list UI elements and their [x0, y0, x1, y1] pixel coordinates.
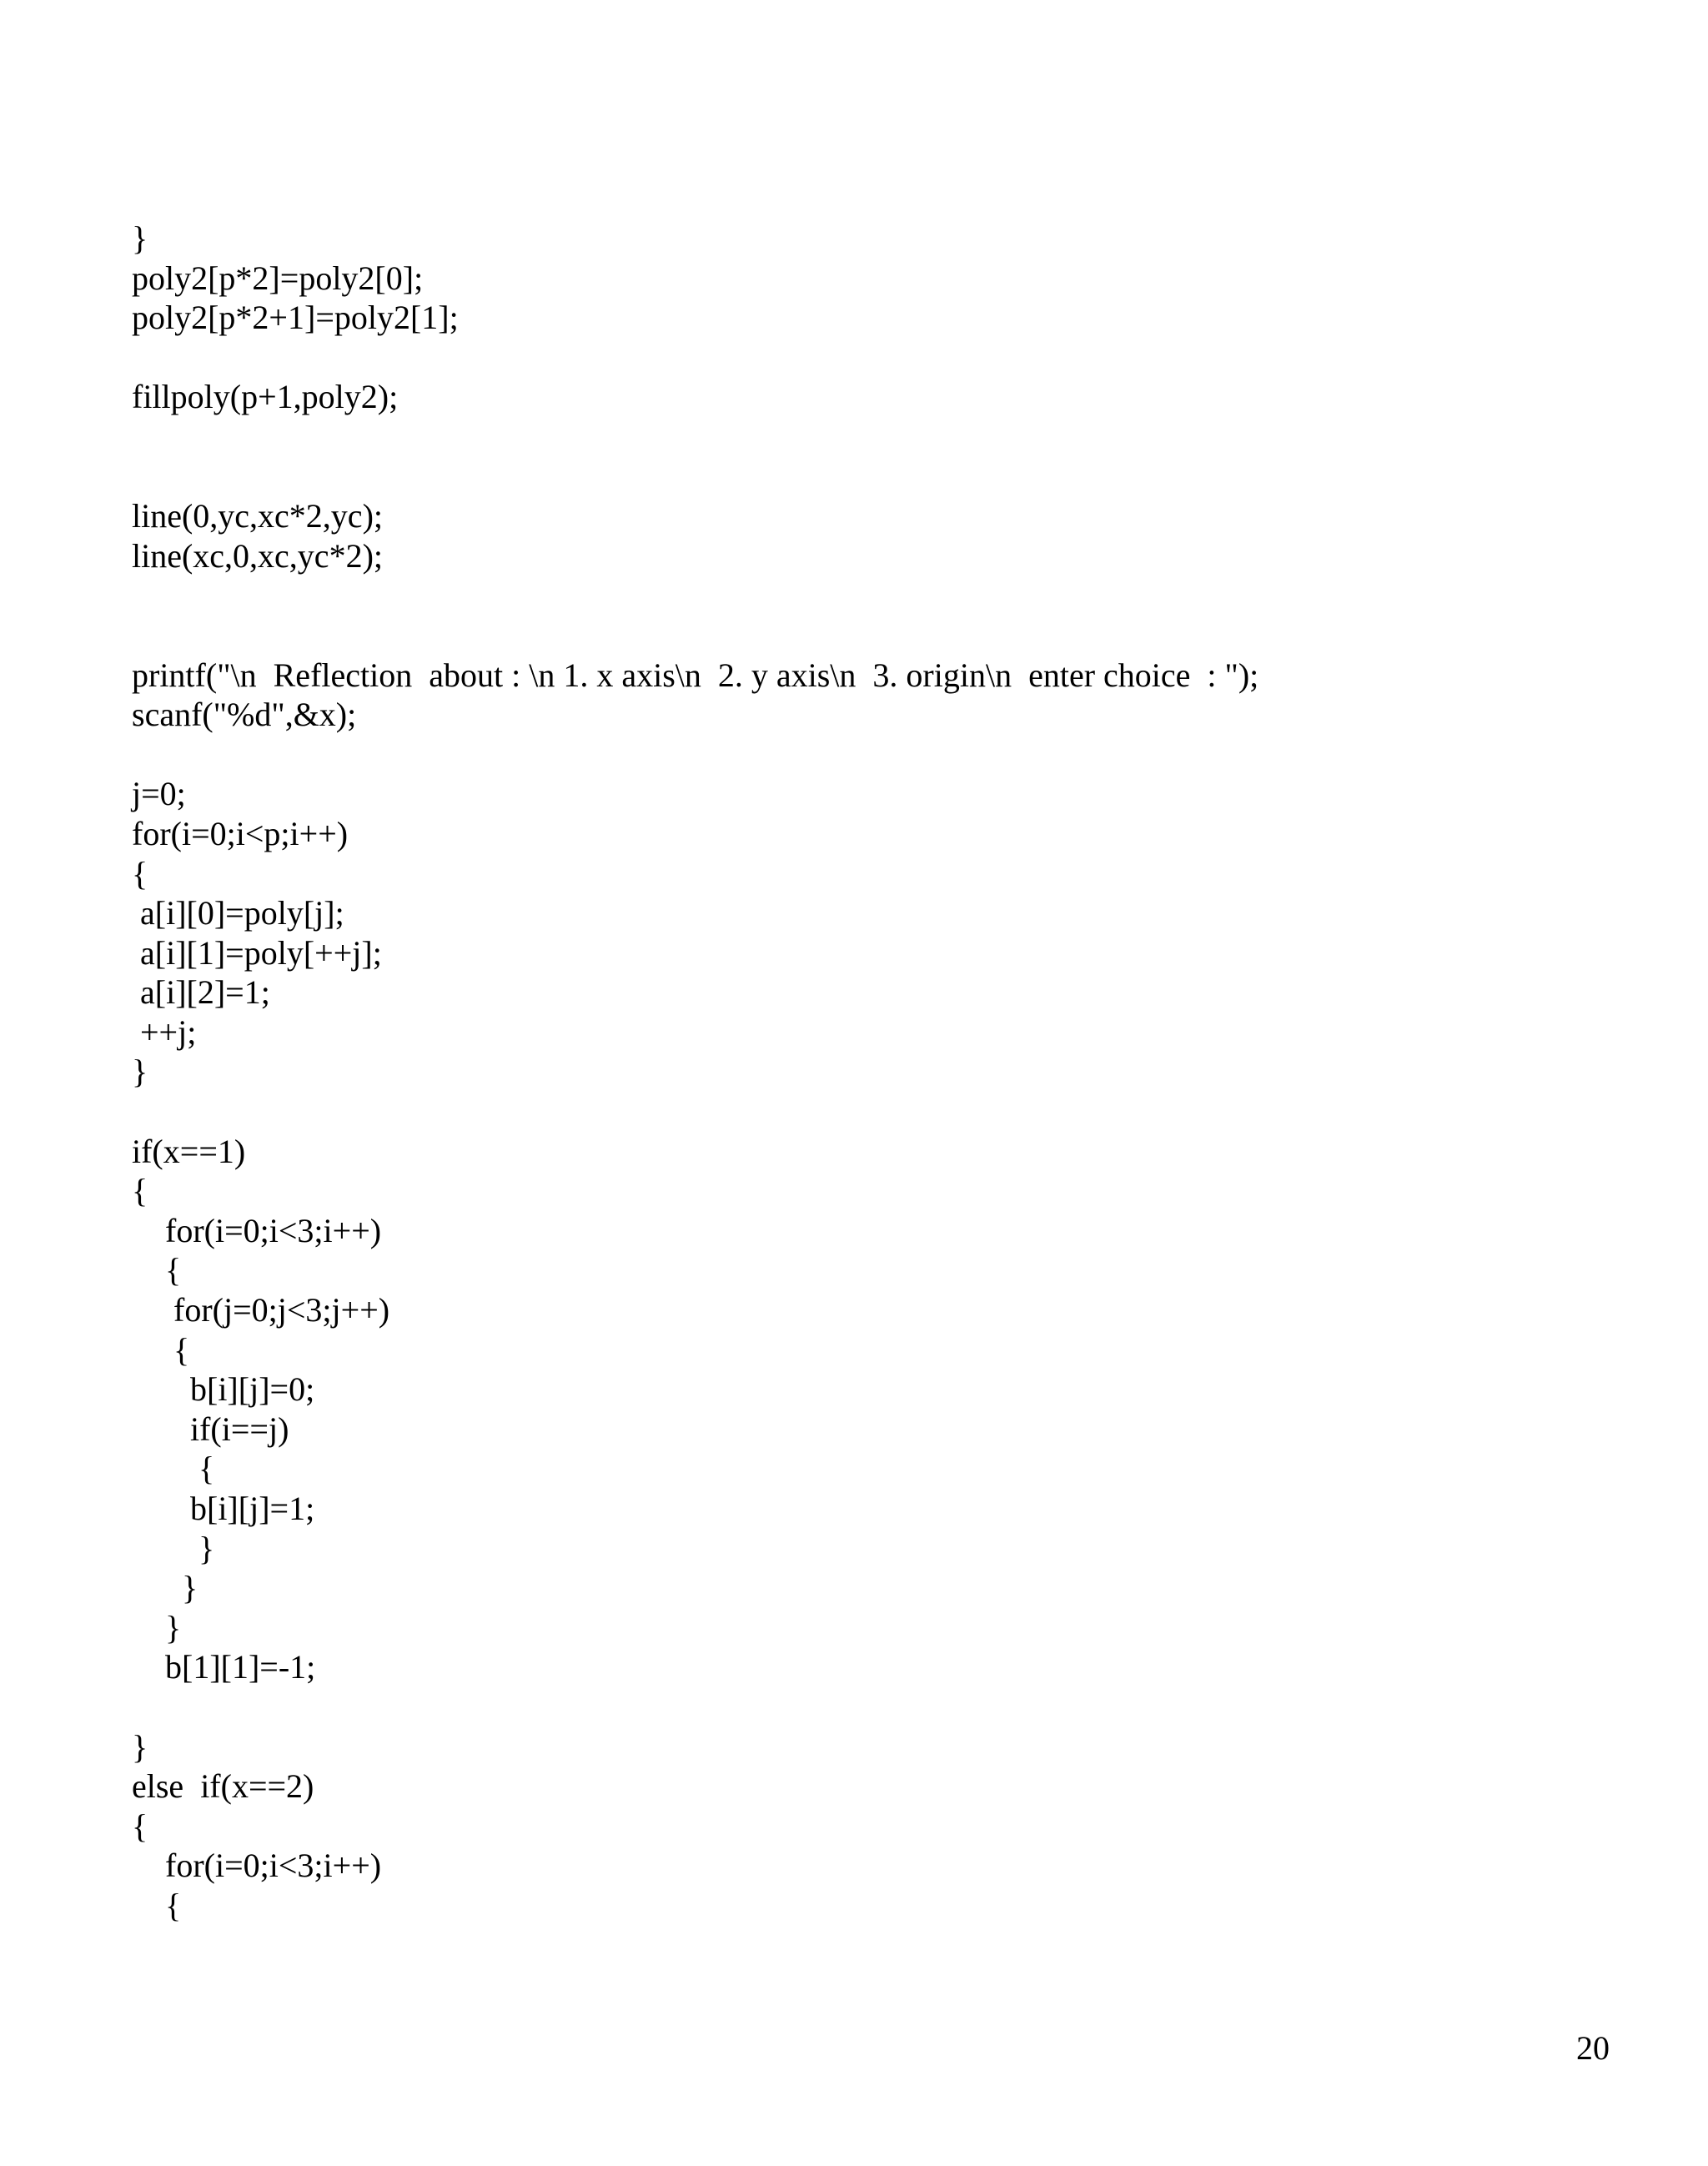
code-line — [132, 616, 1550, 656]
code-line: } — [132, 1727, 148, 1766]
code-line — [132, 1092, 1550, 1132]
code-line: fillpoly(p+1,poly2); — [132, 378, 399, 416]
code-line: } — [132, 219, 148, 257]
code-line: { — [132, 1807, 148, 1845]
code-line: { — [132, 854, 148, 892]
code-line: a[i][1]=poly[++j]; — [132, 933, 382, 972]
code-line: b[i][j]=1; — [132, 1490, 315, 1527]
code-line: for(i=0;i<p;i++) — [132, 814, 349, 852]
code-line: j=0; — [132, 775, 186, 813]
code-line: if(i==j) — [132, 1410, 289, 1448]
code-line: { — [132, 1251, 182, 1289]
code-line: line(xc,0,xc,yc*2); — [132, 536, 383, 575]
code-line: { — [132, 1886, 182, 1924]
code-line — [132, 735, 1550, 775]
code-line: b[1][1]=-1; — [132, 1648, 316, 1686]
code-line: } — [132, 1529, 215, 1567]
code-line — [132, 457, 1550, 497]
code-line: ++j; — [132, 1013, 197, 1051]
code-line — [132, 575, 1550, 616]
code-line: for(j=0;j<3;j++) — [132, 1291, 390, 1329]
code-line: scanf("%d",&x); — [132, 696, 357, 734]
code-line: b[i][j]=0; — [132, 1370, 315, 1409]
code-line: for(i=0;i<3;i++) — [132, 1847, 382, 1885]
code-line: { — [132, 1330, 190, 1369]
code-line: if(x==1) — [132, 1132, 246, 1170]
code-line: printf("\n Reflection about : \n 1. x axis\n 2. y axis\n 3. origin\n enter choice : "); — [132, 656, 1259, 694]
code-line: a[i][0]=poly[j]; — [132, 894, 344, 932]
code-line: } — [132, 1608, 182, 1646]
page-number: 20 — [1576, 2029, 1610, 2067]
code-line: else if(x==2) — [132, 1767, 314, 1806]
code-line: } — [132, 1569, 198, 1607]
code-line: for(i=0;i<3;i++) — [132, 1211, 382, 1249]
code-line: a[i][2]=1; — [132, 973, 270, 1012]
code-line — [132, 338, 1550, 378]
code-line — [132, 417, 1550, 457]
code-line: poly2[p*2+1]=poly2[1]; — [132, 299, 459, 337]
code-line — [132, 1687, 1550, 1727]
code-listing — [132, 219, 1550, 1926]
code-line: line(0,yc,xc*2,yc); — [132, 497, 383, 535]
code-line: poly2[p*2]=poly2[0]; — [132, 259, 424, 297]
code-line: { — [132, 1172, 148, 1210]
code-line: } — [132, 1053, 148, 1091]
code-line: { — [132, 1450, 215, 1488]
